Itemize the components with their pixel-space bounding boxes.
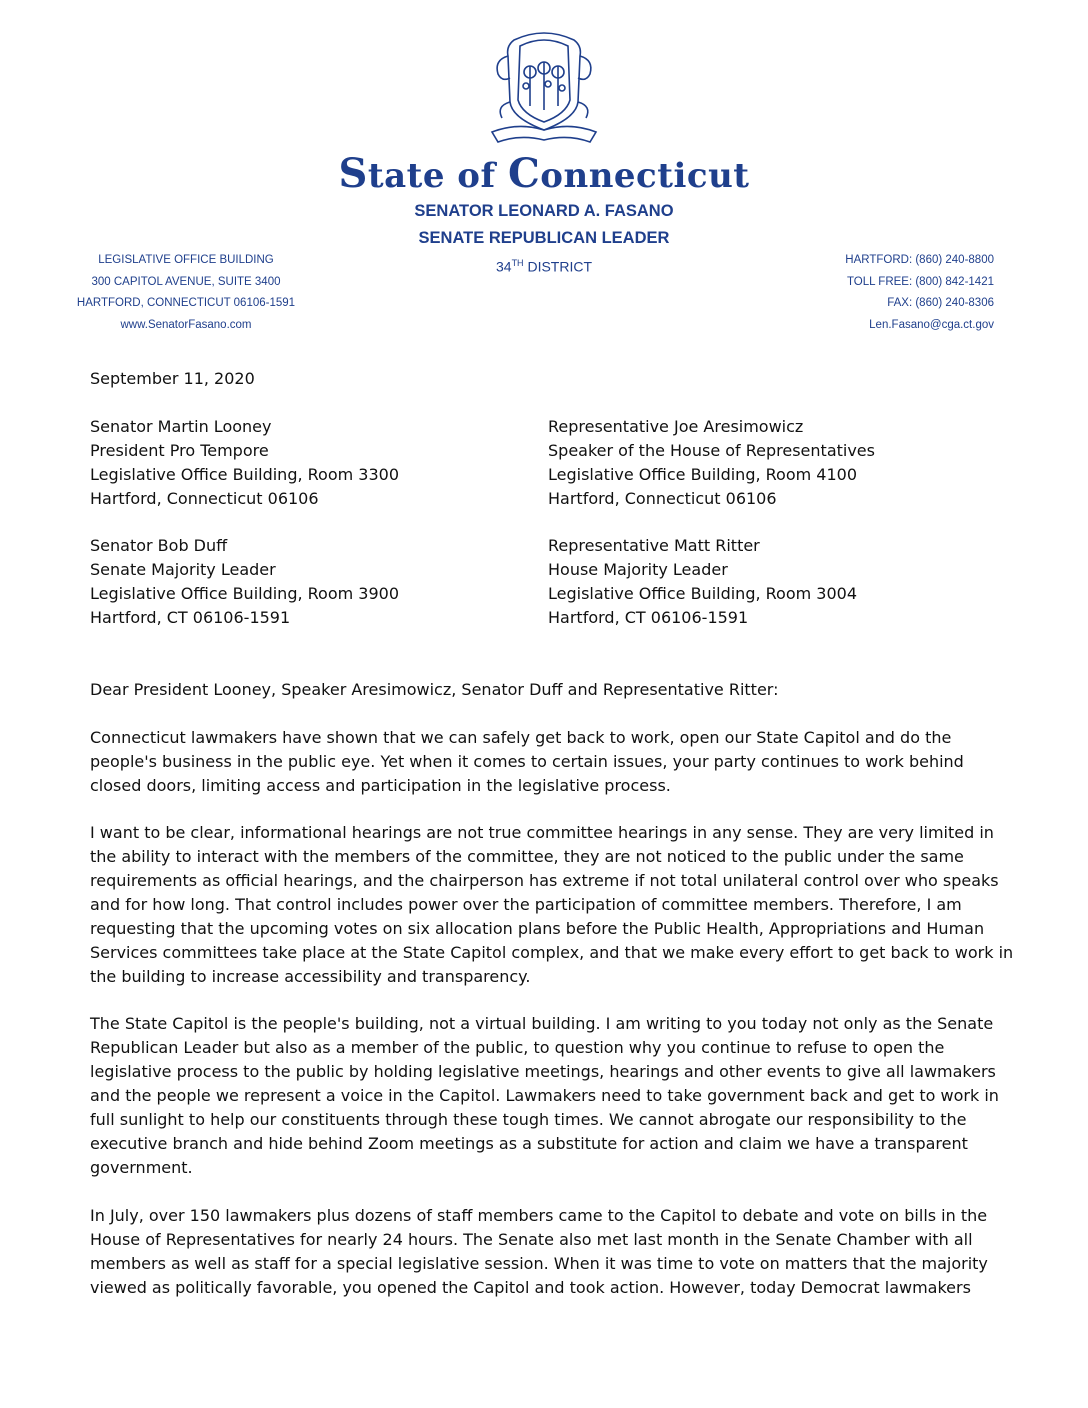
office-street-line: 300 CAPITOL AVENUE, SUITE 3400 [91, 275, 281, 288]
recipient-title: President Pro Tempore [90, 441, 269, 460]
paragraph-line: requirements as official hearings, and the chairperson has extreme if not total unilateral control over who speaks [90, 871, 999, 890]
recipient-address-block [548, 415, 875, 511]
district-label: 34TH DISTRICT [495, 258, 593, 275]
paragraph-line: requesting that the upcoming votes on six allocation plans before the Public Health, Appropriations and Human [90, 919, 985, 938]
letter-date: September 11, 2020 [90, 369, 255, 388]
paragraph-line: executive branch and hide behind Zoom meetings as a substitute for action and claim we have a transparent [90, 1134, 968, 1153]
state-of-connecticut-title: State of Connecticut [338, 150, 750, 197]
body-paragraph [90, 1204, 1000, 1300]
recipient-city: Hartford, CT 06106-1591 [90, 608, 291, 627]
recipient-address-block [548, 534, 857, 630]
recipient-title: House Majority Leader [548, 560, 728, 579]
body-paragraph [90, 821, 1014, 989]
state-seal-icon [478, 26, 610, 150]
salutation: Dear President Looney, Speaker Aresimowicz, Senator Duff and Representative Ritter: [90, 680, 779, 699]
office-city-line: HARTFORD, CONNECTICUT 06106-1591 [76, 297, 296, 309]
paragraph-line: people's business in the public eye. Yet when it comes to certain issues, your party continues to work behind [90, 752, 964, 771]
paragraph-line: members as well as staff for a special legislative session. When it was time to vote on matters that the majority [90, 1254, 988, 1273]
paragraph-line: the building to increase accessibility and transparency. [90, 967, 531, 986]
recipient-address-block [90, 415, 399, 511]
recipient-name: Senator Martin Looney [90, 417, 272, 436]
recipient-office: Legislative Office Building, Room 3300 [90, 465, 400, 484]
senator-name: SENATOR LEONARD A. FASANO [414, 202, 674, 220]
paragraph-line: In July, over 150 lawmakers plus dozens of staff members came to the Capitol to debate and vote on bills in the [90, 1206, 988, 1225]
body-paragraph [90, 726, 1000, 798]
recipient-office: Legislative Office Building, Room 3900 [90, 584, 400, 603]
recipient-office: Legislative Office Building, Room 3004 [548, 584, 858, 603]
recipient-title: Senate Majority Leader [90, 560, 276, 579]
paragraph-line: I want to be clear, informational hearings are not true committee hearings in any sense. They are very limited in [90, 823, 994, 842]
recipient-name: Representative Matt Ritter [548, 536, 760, 555]
paragraph-line: and for how long. That control includes power over the participation of committee members. Therefore, I am [90, 895, 962, 914]
paragraph-line: closed doors, limiting access and participation in the legislative process. [90, 776, 671, 795]
recipient-name: Senator Bob Duff [90, 536, 228, 555]
email-link[interactable]: Len.Fasano@cga.ct.gov [869, 318, 994, 331]
recipient-title: Speaker of the House of Representatives [548, 441, 875, 460]
recipient-city: Hartford, Connecticut 06106 [90, 489, 319, 508]
paragraph-line: the ability to interact with the members of the committee, they are not noticed to the public under the same [90, 847, 964, 866]
hartford-phone: HARTFORD: (860) 240-8800 [845, 254, 994, 266]
paragraph-line: legislative process to the public by holding legislative meetings, hearings and other events to give all lawmakers [90, 1062, 996, 1081]
recipient-city: Hartford, Connecticut 06106 [548, 489, 777, 508]
paragraph-line: The State Capitol is the people's building, not a virtual building. I am writing to you today not only as the Senate [90, 1014, 994, 1033]
fax-number: FAX: (860) 240-8306 [887, 297, 994, 309]
recipient-name: Representative Joe Aresimowicz [548, 417, 804, 436]
paragraph-line: Republican Leader but also as a member of the public, to question why you continue to refuse to open the [90, 1038, 945, 1057]
office-address-block [66, 250, 306, 336]
website-link[interactable]: www.SenatorFasano.com [120, 318, 252, 331]
paragraph-line: House of Representatives for nearly 24 hours. The Senate also met last month in the Senate Chamber with all [90, 1230, 973, 1249]
recipient-office: Legislative Office Building, Room 4100 [548, 465, 858, 484]
paragraph-line: Connecticut lawmakers have shown that we can safely get back to work, open our State Capitol and do the [90, 728, 952, 747]
recipient-address-block [90, 534, 399, 630]
contact-block [780, 250, 994, 336]
toll-free-phone: TOLL FREE: (800) 842-1421 [846, 275, 994, 288]
paragraph-line: Services committees take place at the State Capitol complex, and that we make every effort to get back to work in [90, 943, 1014, 962]
office-building-line: LEGISLATIVE OFFICE BUILDING [98, 254, 274, 266]
senator-role: SENATE REPUBLICAN LEADER [418, 229, 670, 247]
paragraph-line: viewed as politically favorable, you opened the Capitol and took action. However, today Democrat lawmakers [90, 1278, 971, 1297]
recipient-city: Hartford, CT 06106-1591 [548, 608, 749, 627]
body-paragraph [90, 1012, 1000, 1180]
paragraph-line: government. [90, 1158, 193, 1177]
paragraph-line: and the people we represent a voice in the Capitol. Lawmakers need to take government back and get to work in [90, 1086, 999, 1105]
paragraph-line: full sunlight to help our constituents through these tough times. We cannot abrogate our responsibility to the [90, 1110, 967, 1129]
